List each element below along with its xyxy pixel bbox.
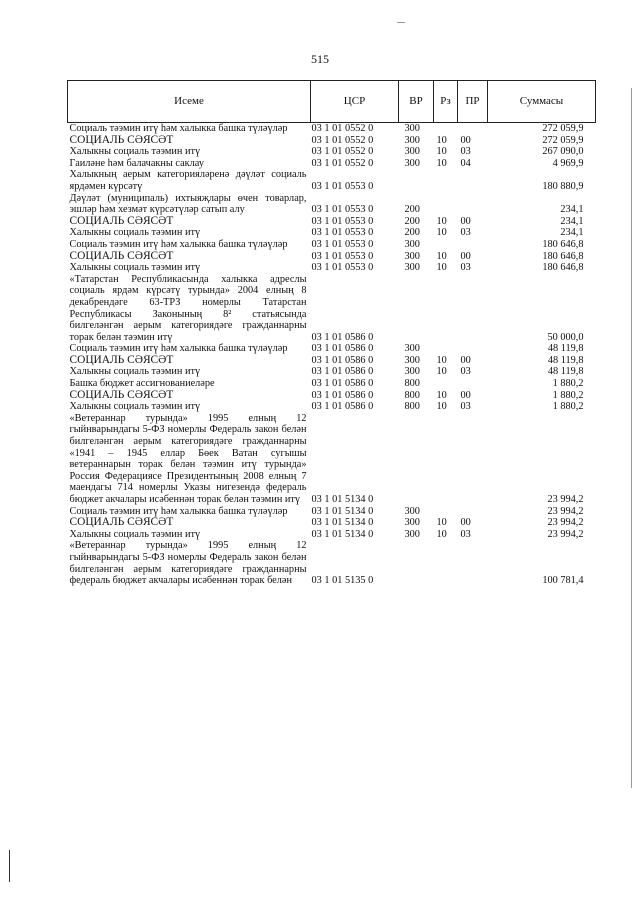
cell-sum: 23 994,2 [547,517,584,529]
cell-csr: 03 1 01 5134 0 [311,517,374,529]
cell-vr: 300 [404,366,420,378]
table-row [68,158,596,170]
cell-vr [399,540,434,586]
cell-sum: 234,1 [560,215,584,227]
cell-csr: 03 1 01 0553 0 [311,238,374,250]
cell-name: Халыкны социаль тәэмин итү [69,528,201,540]
cell-pr: 03 [460,528,471,540]
cell-name: Гаиләне һәм балачакны саклау [69,157,205,169]
cell-vr: 300 [404,134,420,146]
cell-sum: 23 994,2 [547,528,584,540]
cell-vr [399,413,434,506]
header-rz: Рз [434,81,458,123]
cell-rz [434,169,458,192]
cell-sum: 267 090,0 [542,146,584,158]
cell-name: Социаль тәэмин итү һәм халыкка башка түләүләр [69,343,288,355]
cell-name: Халыкның аерым категорияләренә дәүләт социаль ярдәмен күрсәтү [69,169,307,192]
cell-sum: 23 994,2 [547,494,584,505]
cell-name: Халыкны социаль тәэмин итү [69,401,201,413]
cell-name: Дәүләт (муниципаль) ихтыяҗлары өчен товарлар, эшләр һәм хезмәт күрсәтүләр сатып алу [69,192,307,216]
cell-pr [458,343,488,355]
cell-csr: 03 1 01 0586 0 [311,389,374,401]
cell-rz [434,413,458,506]
cell-pr: 03 [460,146,471,158]
table-row [68,216,596,228]
cell-sum: 272 059,9 [542,134,584,146]
cell-csr: 03 1 01 0552 0 [311,157,374,169]
cell-sum: 180 646,8 [542,262,584,274]
cell-sum: 23 994,2 [547,505,584,517]
cell-rz: 10 [436,354,447,366]
table-row [68,227,596,239]
cell-name: Социаль тәэмин итү һәм халыкка башка түләүләр [69,238,288,250]
scan-edge-left [9,850,10,882]
cell-csr: 03 1 01 0552 0 [311,134,374,146]
cell-rz: 10 [436,528,447,540]
cell-name: СОЦИАЛЬ СӘЯСӘТ [69,249,174,262]
cell-pr: 03 [460,262,471,274]
cell-rz: 10 [436,215,447,227]
header-vr: ВР [399,81,434,123]
cell-rz: 10 [436,517,447,529]
cell-name: СОЦИАЛЬ СӘЯСӘТ [69,516,174,529]
table-row [68,517,596,529]
cell-rz: 10 [436,250,447,262]
table-header [68,81,596,123]
table-row [68,274,596,344]
cell-pr: 00 [460,517,471,529]
cell-rz: 10 [436,146,447,158]
cell-name: Халыкны социаль тәэмин итү [69,227,201,239]
cell-vr: 300 [404,238,420,250]
cell-rz: 10 [436,157,447,169]
cell-name: «Татарстан Республикасында халыкка адреслы социаль ярдәм күрсәтү турында» 2004 елның 8 декабрендәге 63-ТРЗ номерлы Татарстан Республикасы Законының 8² статьясында билгеләнгән аерым категориядәге гражданнарны торак белән тәэмин итү [69,273,307,343]
cell-sum: 1 880,2 [552,401,584,413]
cell-csr: 03 1 01 0553 0 [311,227,374,239]
cell-csr: 03 1 01 5134 0 [311,528,374,540]
cell-vr: 200 [404,227,420,239]
cell-pr: 00 [460,389,471,401]
cell-pr [458,274,488,344]
table-row [68,193,596,216]
cell-vr: 200 [404,204,420,216]
cell-csr: 03 1 01 0552 0 [311,146,374,158]
cell-csr: 03 1 01 0586 0 [311,401,374,413]
cell-pr [458,413,488,506]
table-row [68,366,596,378]
cell-pr [458,540,488,586]
page-number: 515 [311,52,329,66]
cell-vr: 800 [404,378,420,390]
scan-mark-top [397,22,405,23]
table-row [68,413,596,506]
cell-pr: 03 [460,401,471,413]
cell-sum: 4 969,9 [552,157,584,169]
cell-name: Башка бюджет ассигнованиеләре [69,378,215,390]
cell-sum: 180 646,8 [542,238,584,250]
scan-edge-right [631,88,632,788]
table-row [68,239,596,251]
cell-name: СОЦИАЛЬ СӘЯСӘТ [69,388,174,401]
cell-vr: 300 [404,517,420,529]
cell-name: СОЦИАЛЬ СӘЯСӘТ [69,214,174,227]
cell-name: Халыкны социаль тәэмин итү [69,262,201,274]
table-row [68,355,596,367]
cell-rz: 10 [436,366,447,378]
cell-sum: 48 119,8 [547,354,584,366]
cell-pr: 00 [460,215,471,227]
table-row [68,123,596,135]
budget-table-container [67,80,595,587]
cell-csr: 03 1 01 5134 0 [311,494,374,505]
table-row [68,540,596,586]
cell-sum: 48 119,8 [547,343,584,355]
cell-rz [434,239,458,251]
cell-name: Халыкны социаль тәэмин итү [69,366,201,378]
cell-pr [458,123,488,135]
cell-pr: 03 [460,227,471,239]
cell-pr [458,378,488,390]
cell-pr [458,193,488,216]
cell-csr: 03 1 01 0586 0 [311,378,374,390]
cell-pr [458,239,488,251]
cell-csr: 03 1 01 0553 0 [311,204,374,216]
cell-sum: 50 000,0 [547,331,584,343]
cell-csr: 03 1 01 0586 0 [311,331,374,343]
cell-csr: 03 1 01 0586 0 [311,343,374,355]
cell-rz [434,378,458,390]
cell-vr: 200 [404,215,420,227]
cell-name: Халыкны социаль тәэмин итү [69,146,201,158]
cell-vr [399,274,434,344]
cell-csr: 03 1 01 0553 0 [311,250,374,262]
cell-name: Социаль тәэмин итү һәм халыкка башка түләүләр [69,123,288,134]
cell-name: СОЦИАЛЬ СӘЯСӘТ [69,353,174,366]
cell-pr [458,169,488,192]
cell-pr [458,506,488,518]
header-pr: ПР [458,81,488,123]
budget-table [67,80,596,587]
cell-rz [434,123,458,135]
cell-vr: 800 [404,401,420,413]
cell-rz: 10 [436,227,447,239]
cell-name: «Ветераннар турында» 1995 елның 12 гыйнварындагы 5-ФЗ номерлы Федераль закон белән билгеләнгән аерым категориядәге гражданнарны федераль бюджет акчалары исәбеннән торак белән [69,540,307,587]
cell-sum: 1 880,2 [552,378,584,390]
table-row [68,529,596,541]
cell-csr: 03 1 01 0553 0 [311,262,374,274]
table-row [68,251,596,263]
cell-name: Социаль тәэмин итү һәм халыкка башка түләүләр [69,505,288,517]
cell-name: «Ветераннар турында» 1995 елның 12 гыйнварындагы 5-ФЗ номерлы Федераль закон белән билгеләнгән аерым категориядәге гражданнарны «1941 – 1945 еллар Бөек Ватан сугышы ветераннарын торак белән тәэмин итү турында» Россия Федерациясе Президентының 2008 елның 7 маендагы 714 номерлы Указы нигезендә федераль бюджет акчалары исәбеннән торак белән тәэмин итү [69,412,307,505]
cell-vr: 300 [404,262,420,274]
cell-rz: 10 [436,389,447,401]
cell-csr: 03 1 01 0586 0 [311,366,374,378]
cell-vr: 300 [404,505,420,517]
cell-csr: 03 1 01 0552 0 [311,123,374,134]
cell-rz [434,193,458,216]
cell-sum: 234,1 [560,227,584,239]
cell-csr: 03 1 01 5135 0 [311,575,374,587]
cell-rz: 10 [436,401,447,413]
cell-sum: 272 059,9 [542,123,584,134]
table-row [68,401,596,413]
cell-csr: 03 1 01 0553 0 [311,215,374,227]
cell-rz: 10 [436,134,447,146]
cell-csr: 03 1 01 0553 0 [311,180,374,192]
cell-vr: 300 [404,343,420,355]
header-sum: Суммасы [488,81,596,123]
cell-sum: 180 880,9 [542,180,584,192]
cell-vr: 300 [404,123,420,134]
table-row [68,146,596,158]
header-row [68,81,596,123]
cell-sum: 234,1 [560,204,584,216]
header-name: Исеме [68,81,311,123]
cell-vr: 800 [404,389,420,401]
cell-rz [434,506,458,518]
cell-pr: 03 [460,366,471,378]
cell-vr: 300 [404,146,420,158]
cell-sum: 100 781,4 [542,575,584,587]
cell-vr: 300 [404,354,420,366]
cell-pr: 04 [460,157,471,169]
cell-vr: 300 [404,250,420,262]
table-body [68,123,596,587]
cell-rz: 10 [436,262,447,274]
cell-rz [434,343,458,355]
table-row [68,135,596,147]
cell-vr: 300 [404,157,420,169]
cell-sum: 1 880,2 [552,389,584,401]
cell-pr: 00 [460,134,471,146]
cell-pr: 00 [460,250,471,262]
cell-pr: 00 [460,354,471,366]
cell-vr [399,169,434,192]
cell-csr: 03 1 01 0586 0 [311,354,374,366]
cell-sum: 180 646,8 [542,250,584,262]
cell-csr: 03 1 01 5134 0 [311,505,374,517]
cell-name: СОЦИАЛЬ СӘЯСӘТ [69,133,174,146]
table-row [68,262,596,274]
table-row [68,390,596,402]
table-row [68,378,596,390]
cell-sum: 48 119,8 [547,366,584,378]
table-row [68,169,596,192]
header-csr: ЦСР [311,81,399,123]
cell-rz [434,274,458,344]
cell-vr: 300 [404,528,420,540]
cell-rz [434,540,458,586]
